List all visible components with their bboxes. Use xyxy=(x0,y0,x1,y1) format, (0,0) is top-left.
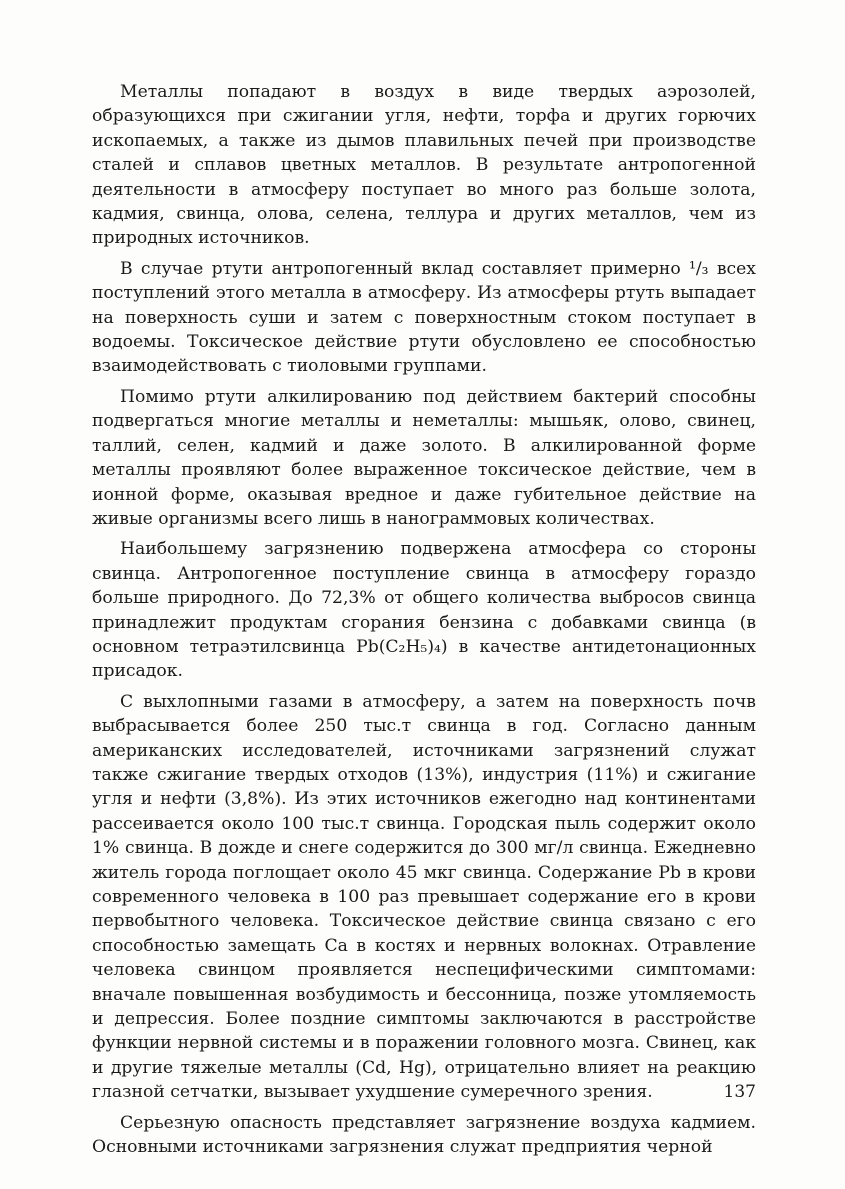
paragraph-lead-pollution: Наибольшему загрязнению подвержена атмосфера со стороны свинца. Антропогенное поступление свинца в атмосферу гораздо больше природного. До 72,3% от общего количества выбросов свинца принадлежит продуктам сгорания бензина с добавками свинца (в основном тетраэтилсвинца Pb(C₂H₅)₄) в качестве антидетонационных присадок. xyxy=(92,539,756,682)
paragraph-mercury: В случае ртути антропогенный вклад составляет примерно ¹/₃ всех поступлений этого металла в атмосферу. Из атмосферы ртуть выпадает на поверхность суши и затем с поверхностным стоком поступает в водоемы. Токсическое действие ртути обусловлено ее способностью взаимодействовать с тиоловыми группами. xyxy=(92,258,756,377)
paragraph-metals-aerosols: Металлы попадают в воздух в виде твердых аэрозолей, образующихся при сжигании угля, нефти, торфа и других горючих ископаемых, а также из дымов плавильных печей при производстве сталей и сплавов цветных металлов. В результате антропогенной деятельности в атмосферу поступает во много раз больше золота, кадмия, свинца, олова, селена, теллура и других металлов, чем из природных источников. xyxy=(92,82,756,249)
paragraph-lead-toxicity: С выхлопными газами в атмосферу, а затем на поверхность почв выбрасывается более 250 тыс.т свинца в год. Согласно данным американских исследователей, источниками загрязнений служат также сжигание твердых отходов (13%), индустрия (11%) и сжигание угля и нефти (3,8%). Из этих источников ежегодно над континентами рассеивается около 100 тыс.т свинца. Городская пыль содержит около 1% свинца. В дожде и снеге содержится до 300 мг/л свинца. Ежедневно житель города поглощает около 45 мкг свинца. Содержание Pb в крови современного человека в 100 раз превышает содержание его в крови первобытного человека. Токсическое действие свинца связано с его способностью замещать Ca в костях и нервных волокнах. Отравление человека свинцом проявляется неспецифическими симптомами: вначале повышенная возбудимость и бессонница, позже утомляемость и депрессия. Более поздние симптомы заключаются в расстройстве функции нервной системы и в поражении головного мозга. Свинец, как и другие тяжелые металлы (Cd, Hg), отрицательно влияет на реакцию глазной сетчатки, вызывает ухудшение сумеречного зрения. xyxy=(92,691,756,1103)
page-number: 137 xyxy=(723,1082,756,1102)
paragraph-alkylation: Помимо ртути алкилированию под действием бактерий способны подвергаться многие металлы и неметаллы: мышьяк, олово, свинец, таллий, селен, кадмий и даже золото. В алкилированной форме металлы проявляют более выраженное токсическое действие, чем в ионной форме, оказывая вредное и даже губительное действие на живые организмы всего лишь в нанограммовых количествах. xyxy=(92,386,756,529)
paragraph-cadmium: Серьезную опасность представляет загрязнение воздуха кадмием. Основными источниками загрязнения служат предприятия черной xyxy=(92,1112,756,1158)
body-text xyxy=(92,80,756,1165)
